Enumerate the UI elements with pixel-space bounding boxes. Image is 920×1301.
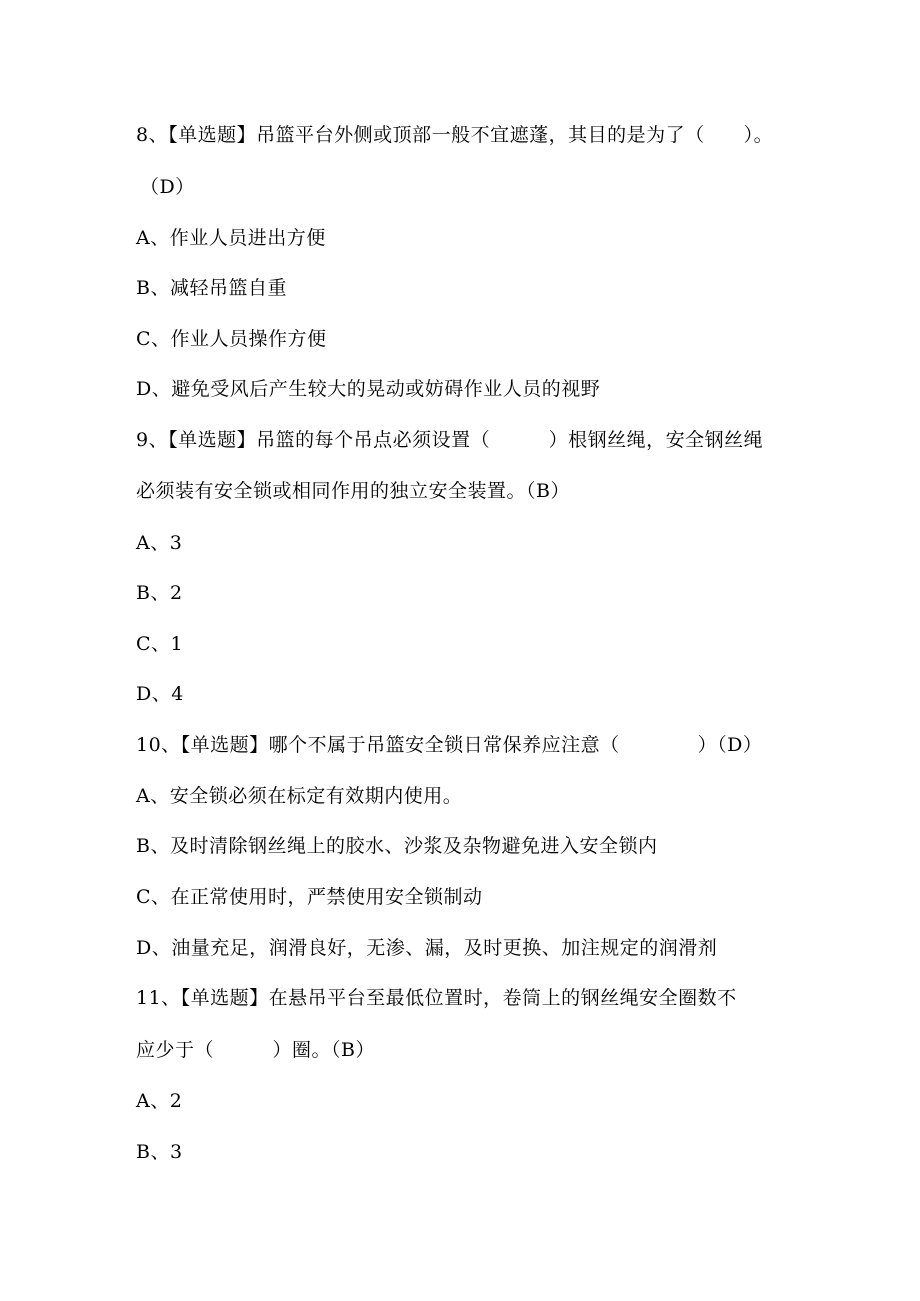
question-8-option-a: A、作业人员进出方便 <box>136 227 326 249</box>
question-10-option-d: D、油量充足，润滑良好，无渗、漏，及时更换、加注规定的润滑剂 <box>136 937 718 959</box>
question-8-answer: （D） <box>140 176 195 198</box>
question-10-stem: 10、【单选题】哪个不属于吊篮安全锁日常保养应注意（ ）（D） <box>136 734 763 756</box>
question-8-stem-line-1: 8、【单选题】吊篮平台外侧或顶部一般不宜遮蓬，其目的是为了（ ）。 <box>136 124 774 146</box>
question-10-option-c: C、在正常使用时，严禁使用安全锁制动 <box>136 886 483 908</box>
question-11-option-b: B、3 <box>136 1141 183 1163</box>
question-10-option-b: B、及时清除钢丝绳上的胶水、沙浆及杂物避免进入安全锁内 <box>136 835 658 857</box>
question-9-stem-line-2: 必须装有安全锁或相同作用的独立安全装置。（B） <box>136 480 570 502</box>
question-9-option-d: D、4 <box>136 683 184 705</box>
question-8-option-c: C、作业人员操作方便 <box>136 328 327 350</box>
question-11-stem-line-2: 应少于（ ）圈。（B） <box>136 1039 375 1061</box>
question-9-option-b: B、2 <box>136 582 183 604</box>
question-10-option-a: A、安全锁必须在标定有效期内使用。 <box>136 785 463 807</box>
question-11-stem-line-1: 11、【单选题】在悬吊平台至最低位置时，卷筒上的钢丝绳安全圈数不 <box>136 987 737 1009</box>
question-8-option-b: B、减轻吊篮自重 <box>136 277 287 299</box>
question-11-option-a: A、2 <box>136 1090 183 1112</box>
question-9-option-c: C、1 <box>136 633 184 655</box>
question-8-option-d: D、避免受风后产生较大的晃动或妨碍作业人员的视野 <box>136 378 601 400</box>
question-9-stem-line-1: 9、【单选题】吊篮的每个吊点必须设置（ ）根钢丝绳，安全钢丝绳 <box>136 429 764 451</box>
question-9-option-a: A、3 <box>136 532 183 554</box>
